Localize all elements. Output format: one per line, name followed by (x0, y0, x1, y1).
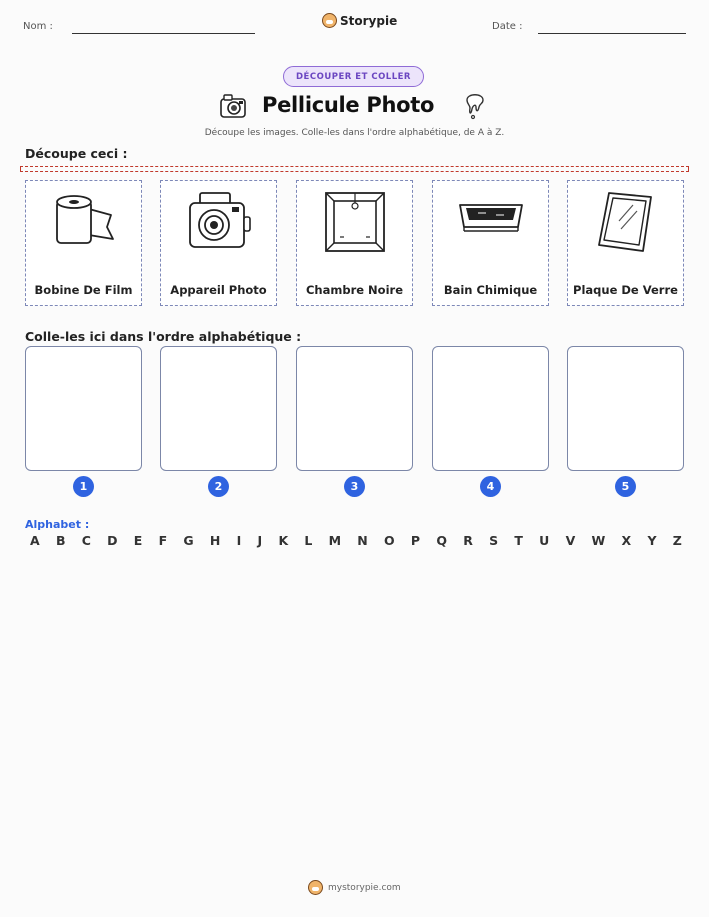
drip-decoration-icon (462, 90, 488, 122)
alphabet-letter: E (133, 533, 143, 548)
alphabet-letter: D (107, 533, 118, 548)
name-label: Nom : (23, 21, 53, 32)
alphabet-letter: A (30, 533, 40, 548)
alphabet-label: Alphabet : (25, 518, 90, 531)
alphabet-letter: P (410, 533, 421, 548)
card-label: Bain Chimique (443, 283, 538, 297)
alphabet-letter: J (257, 533, 263, 548)
instructions: Découpe les images. Colle-les dans l'ordre alphabétique, de A à Z. (204, 128, 505, 138)
alphabet-letter: R (463, 533, 473, 548)
slot-number: 2 (208, 476, 229, 497)
card-label: Bobine De Film (34, 283, 133, 297)
cut-card-darkroom[interactable] (296, 180, 413, 306)
slot-number: 3 (344, 476, 365, 497)
alphabet-row (30, 533, 682, 548)
paste-box[interactable] (567, 346, 684, 471)
slot-number: 4 (480, 476, 501, 497)
name-line[interactable] (72, 33, 255, 34)
date-line[interactable] (538, 33, 686, 34)
alphabet-letter: Q (436, 533, 447, 548)
alphabet-letter: O (384, 533, 395, 548)
bear-logo-icon (322, 13, 337, 28)
paste-box[interactable] (432, 346, 549, 471)
alphabet-letter: S (489, 533, 499, 548)
alphabet-letter: M (328, 533, 342, 548)
brand-logo (322, 13, 397, 28)
page-title: Pellicule Photo (262, 93, 435, 117)
card-label: Appareil Photo (170, 283, 267, 297)
alphabet-letter: C (81, 533, 91, 548)
cut-card-chemical-bath[interactable] (432, 180, 549, 306)
alphabet-letter: U (539, 533, 550, 548)
alphabet-letter: H (209, 533, 221, 548)
alphabet-letter: X (621, 533, 632, 548)
alphabet-letter: W (591, 533, 606, 548)
alphabet-letter: B (55, 533, 66, 548)
alphabet-letter: L (304, 533, 313, 548)
paste-box[interactable] (25, 346, 142, 471)
activity-badge: DÉCOUPER ET COLLER (283, 66, 424, 87)
footer-url[interactable]: mystorypie.com (328, 882, 401, 893)
cut-card-glass-plate[interactable] (567, 180, 684, 306)
cut-card-camera[interactable] (160, 180, 277, 306)
alphabet-letter: F (158, 533, 168, 548)
alphabet-letter: T (514, 533, 523, 548)
cut-card-film-roll[interactable] (25, 180, 142, 306)
alphabet-letter: N (357, 533, 368, 548)
cut-line[interactable] (20, 166, 689, 172)
paste-box[interactable] (160, 346, 277, 471)
brand-name: Storypie (340, 13, 398, 28)
card-label: Plaque De Verre (573, 283, 678, 297)
camera-title-icon (219, 92, 247, 120)
card-label: Chambre Noire (305, 283, 403, 297)
cut-heading: Découpe ceci : (25, 146, 128, 161)
alphabet-letter: V (565, 533, 576, 548)
alphabet-letter: G (183, 533, 194, 548)
paste-box[interactable] (296, 346, 413, 471)
date-label: Date : (492, 21, 523, 32)
alphabet-letter: Z (672, 533, 682, 548)
film-roll-icon (49, 187, 119, 257)
bear-logo-icon (308, 880, 323, 895)
darkroom-icon (320, 187, 390, 257)
paste-heading: Colle-les ici dans l'ordre alphabétique : (25, 329, 302, 344)
footer (308, 880, 401, 895)
camera-icon (184, 187, 254, 257)
chemical-bath-icon (456, 187, 526, 257)
slot-number: 1 (73, 476, 94, 497)
alphabet-letter: I (236, 533, 242, 548)
glass-plate-icon (591, 187, 661, 257)
alphabet-letter: K (278, 533, 289, 548)
alphabet-letter: Y (647, 533, 657, 548)
slot-number: 5 (615, 476, 636, 497)
